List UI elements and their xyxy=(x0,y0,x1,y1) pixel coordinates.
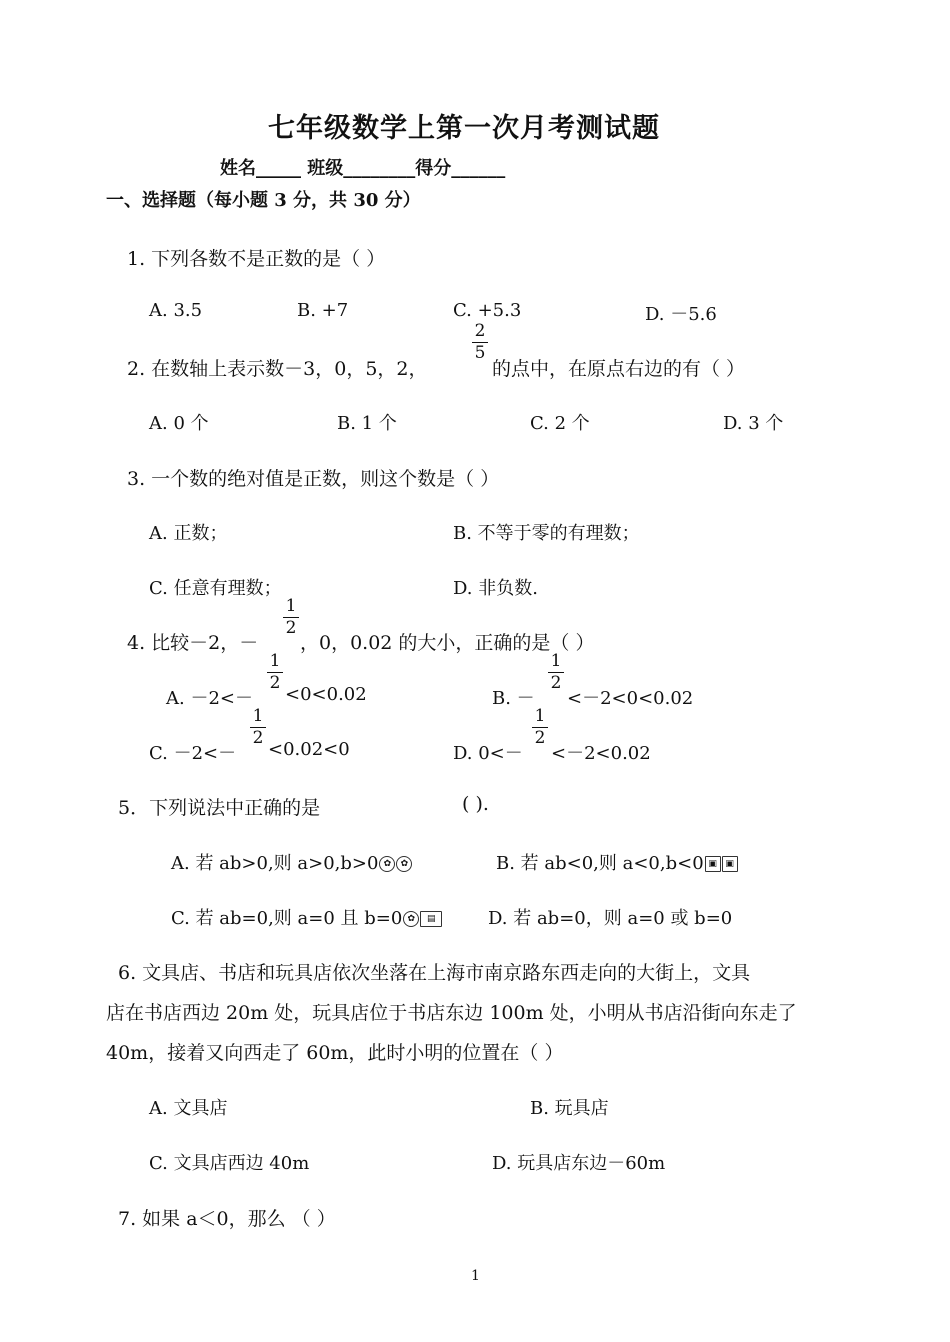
question-4-option-c-end: <0.02<0 xyxy=(268,739,350,760)
question-6-stem-line-3: 40m，接着又向西走了 60m，此时小明的位置在（ ） xyxy=(106,1042,564,1064)
question-5-option-b xyxy=(496,849,738,875)
option-text: C. 若 ab=0,则 a=0 且 b=0 xyxy=(171,908,403,929)
question-1-option-c: C. +5.3 xyxy=(453,300,522,321)
question-6-option-b: B. 玩具店 xyxy=(530,1098,609,1119)
option-text: A. 若 ab>0,则 a>0,b>0 xyxy=(171,853,379,874)
option-text: B. 若 ab<0,则 a<0,b<0 xyxy=(496,853,704,874)
question-2-fraction xyxy=(472,323,488,362)
fraction-denominator: 2 xyxy=(269,673,281,693)
fraction-denominator: 5 xyxy=(474,343,486,363)
question-3-option-d: D. 非负数. xyxy=(453,578,538,599)
question-4-option-a-end: <0<0.02 xyxy=(285,684,367,705)
symbol-glyph-icon: ✿ xyxy=(396,856,412,872)
question-4-option-a-start: A. －2<－ xyxy=(166,688,253,709)
question-6-stem-line-1: 6. 文具店、书店和玩具店依次坐落在上海市南京路东西走向的大街上，文具 xyxy=(118,962,751,984)
student-info-line: 姓名_____ 班级________得分______ xyxy=(220,158,506,179)
question-1-option-d: D. －5.6 xyxy=(645,304,717,325)
floppy-disk-icon: ▣ xyxy=(705,856,721,872)
page-title: 七年级数学上第一次月考测试题 xyxy=(268,113,660,144)
question-5-option-d: D. 若 ab=0，则 a=0 或 b=0 xyxy=(488,908,733,929)
question-4-option-c-start: C. －2<－ xyxy=(149,743,237,764)
question-4-option-b-start: B. － xyxy=(492,688,535,709)
question-4-option-b-fraction xyxy=(548,653,564,692)
question-4-stem-fraction xyxy=(283,598,299,637)
fraction-denominator: 2 xyxy=(550,673,562,693)
fraction-numerator: 1 xyxy=(283,598,299,618)
symbol-glyph-icon: ✿ xyxy=(379,856,395,872)
fraction-numerator: 1 xyxy=(267,653,283,673)
symbol-glyph-icon: ✿ xyxy=(403,911,419,927)
question-5-option-a xyxy=(171,849,412,875)
question-6-option-c: C. 文具店西边 40m xyxy=(149,1153,310,1174)
question-2-stem-start: 2. 在数轴上表示数－3，0，5，2， xyxy=(127,358,428,380)
question-4-stem-start: 4. 比较－2，－ xyxy=(127,632,259,654)
question-5-stem: 5．下列说法中正确的是 xyxy=(118,797,321,819)
question-1-option-a: A. 3.5 xyxy=(149,300,203,321)
question-1-stem: 1. 下列各数不是正数的是（ ） xyxy=(127,248,386,270)
question-2-option-c: C. 2 个 xyxy=(530,413,590,434)
question-3-option-b: B. 不等于零的有理数； xyxy=(453,523,640,544)
question-3-option-a: A. 正数； xyxy=(149,523,228,544)
question-6-stem-line-2: 店在书店西边 20m 处，玩具店位于书店东边 100m 处，小明从书店沿街向东走了 xyxy=(106,1002,797,1024)
fraction-denominator: 2 xyxy=(252,728,264,748)
page-number: 1 xyxy=(471,1268,480,1284)
question-4-option-b-end: <－2<0<0.02 xyxy=(567,688,694,709)
question-2-option-d: D. 3 个 xyxy=(723,413,784,434)
keyboard-icon: ▤ xyxy=(420,911,442,927)
question-5-option-c xyxy=(171,904,442,930)
question-6-option-d: D. 玩具店东边－60m xyxy=(492,1153,666,1174)
question-4-stem-end: ，0，0.02 的大小，正确的是（ ） xyxy=(300,632,595,654)
question-1-option-b: B. +7 xyxy=(297,300,349,321)
fraction-numerator: 1 xyxy=(532,708,548,728)
fraction-denominator: 2 xyxy=(534,728,546,748)
section-heading: 一、选择题（每小题 3 分，共 30 分） xyxy=(106,190,421,211)
question-2-option-a: A. 0 个 xyxy=(149,413,209,434)
question-4-option-d-fraction xyxy=(532,708,548,747)
question-2-option-b: B. 1 个 xyxy=(337,413,397,434)
question-4-option-d-start: D. 0<－ xyxy=(453,743,523,764)
floppy-disk-icon: ▣ xyxy=(722,856,738,872)
question-2-stem-end: 的点中，在原点右边的有（ ） xyxy=(492,358,746,380)
question-3-stem: 3. 一个数的绝对值是正数，则这个数是（ ） xyxy=(127,468,500,490)
question-4-option-a-fraction xyxy=(267,653,283,692)
question-5-answer-blank: ( ). xyxy=(462,793,489,815)
question-7-stem: 7. 如果 a＜0，那么 （ ） xyxy=(118,1208,336,1230)
question-3-option-c: C. 任意有理数； xyxy=(149,578,282,599)
question-4-option-c-fraction xyxy=(250,708,266,747)
fraction-numerator: 1 xyxy=(548,653,564,673)
question-6-option-a: A. 文具店 xyxy=(149,1098,228,1119)
fraction-denominator: 2 xyxy=(285,618,297,638)
fraction-numerator: 1 xyxy=(250,708,266,728)
question-4-option-d-end: <－2<0.02 xyxy=(551,743,651,764)
fraction-numerator: 2 xyxy=(472,323,488,343)
